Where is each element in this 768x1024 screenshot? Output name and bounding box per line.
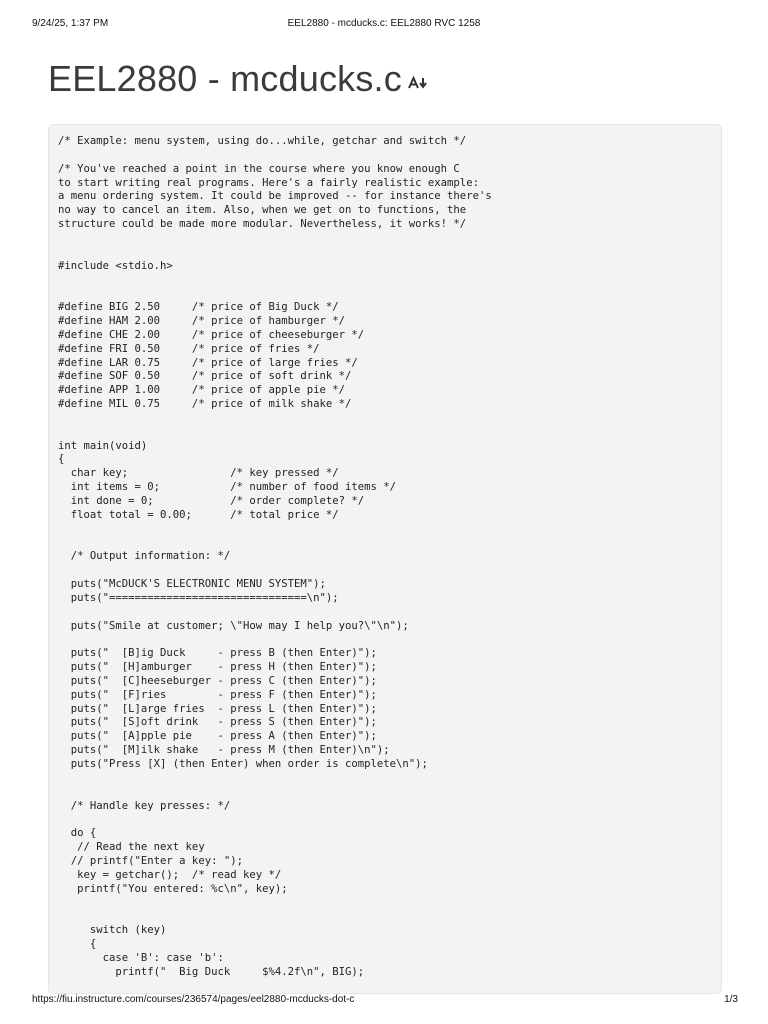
print-document-title: EEL2880 - mcducks.c: EEL2880 RVC 1258 xyxy=(287,18,481,29)
print-header xyxy=(0,18,768,32)
code-block xyxy=(48,124,722,994)
page-title-text: EEL2880 - mcducks.c xyxy=(48,58,402,99)
print-datetime: 9/24/25, 1:37 PM xyxy=(32,18,109,29)
print-url: https://fiu.instructure.com/courses/236574/pages/eel2880-mcducks-dot-c xyxy=(32,994,355,1005)
code-source: /* Example: menu system, using do...while, getchar and switch */ /* You've reached a point in the course where you know enough C to start writing real programs. Here's a fairly realistic example: a menu ordering system. It could be improved -- for instance there's no way to cancel an item. Also, when we get on to functions, the structure could be made more modular. Nevertheless, it works! */ #include <stdio.h> #define BIG 2.50 /* price of Big Duck */ #define HAM 2.00 /* price of hamburger */ #define CHE 2.00 /* price of cheeseburger */ #define FRI 0.50 /* price of fries */ #define LAR 0.75 /* price of large fries */ #define SOF 0.50 /* price of soft drink */ #define APP 1.00 /* price of apple pie */ #define MIL 0.75 /* price of milk shake */ int main(void) { char key; /* key pressed */ int items = 0; /* number of food items */ int done = 0; /* order complete? */ float total = 0.00; /* total price */ /* Output information: */ puts("McDUCK'S ELECTRONIC MENU SYSTEM"); puts("===============================\n"); puts("Smile at customer; \"How may I help you?\"\n"); puts(" [B]ig Duck - press B (then Enter)"); puts(" [H]amburger - press H (then Enter)"); puts(" [C]heeseburger - press C (then Enter)"); puts(" [F]ries - press F (then Enter)"); puts(" [L]arge fries - press L (then Enter)"); puts(" [S]oft drink - press S (then Enter)"); puts(" [A]pple pie - press A (then Enter)"); puts(" [M]ilk shake - press M (then Enter)\n"); puts("Press [X] (then Enter) when order is complete\n"); /* Handle key presses: */ do { // Read the next key // printf("Enter a key: "); key = getchar(); /* read key */ printf("You entered: %c\n", key); switch (key) { case 'B': case 'b': printf(" Big Duck $%4.2f\n", BIG); xyxy=(58,135,492,978)
print-page-number: 1/3 xyxy=(724,994,738,1005)
print-footer xyxy=(0,994,768,1008)
text-size-icon[interactable] xyxy=(408,75,430,91)
page-title xyxy=(48,58,430,100)
